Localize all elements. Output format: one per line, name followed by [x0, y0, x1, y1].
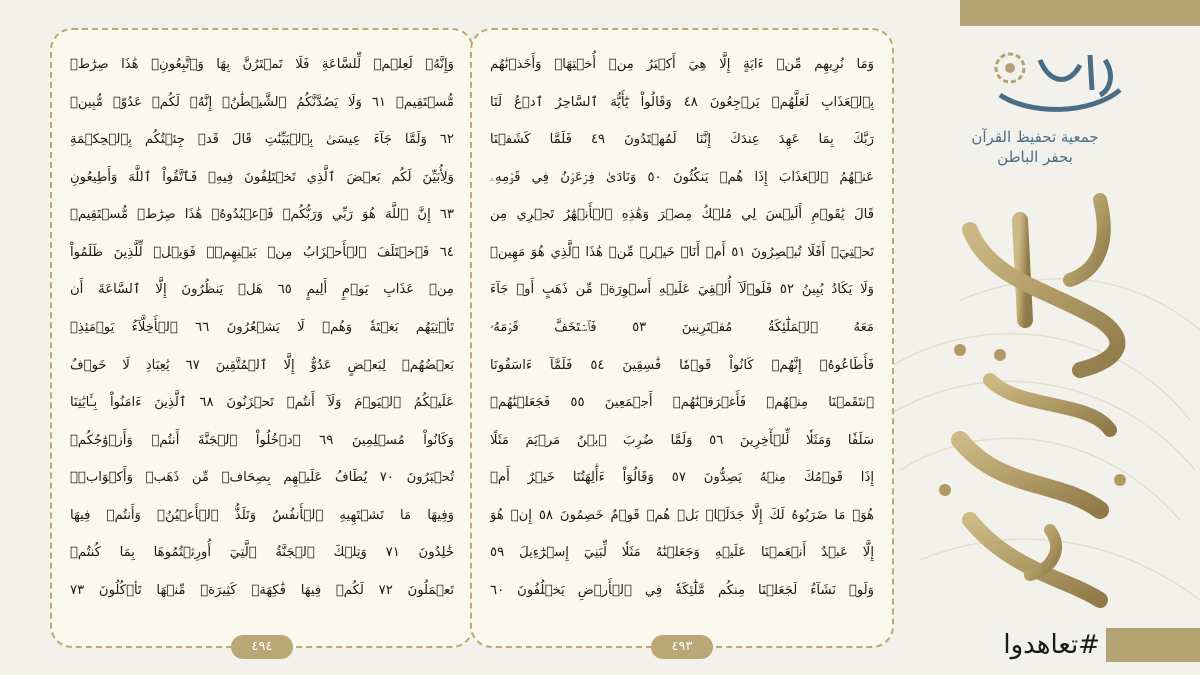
text-line: إِلَّا عَبۡدٌ أَنۡعَمۡنَا عَلَيۡهِ وَجَعَلۡنَٰهُ مَثَلٗا لِّبَنِيٓ إِسۡرَٰٓءِيلَ ٥٩ [490, 545, 874, 561]
text-line: فَأَطَاعُوهُۚ إِنَّهُمۡ كَانُواْ قَوۡمٗا فَٰسِقِينَ ٥٤ فَلَمَّآ ءَاسَفُونَا [490, 357, 874, 373]
campaign-calligraphy-title [900, 160, 1160, 620]
flower-emblem-icon [996, 54, 1024, 82]
text-line: وَلِأُبَيِّنَ لَكُم بَعۡضَ ٱلَّذِي تَخۡتَلِفُونَ فِيهِۖ فَٱتَّقُواْ ٱللَّهَ وَأَطِيعُونِ [70, 169, 454, 185]
text-line: تَأۡتِيَهُم بَغۡتَةٗ وَهُمۡ لَا يَشۡعُرُونَ ٦٦ ٱلۡأَخِلَّآءُ يَوۡمَئِذِۭ [70, 319, 454, 335]
text-line: وَكَانُواْ مُسۡلِمِينَ ٦٩ ٱدۡخُلُواْ ٱلۡجَنَّةَ أَنتُمۡ وَأَزۡوَٰجُكُمۡ [70, 432, 454, 448]
text-line: وَفِيهَا مَا تَشۡتَهِيهِ ٱلۡأَنفُسُ وَتَلَذُّ ٱلۡأَعۡيُنُۖ وَأَنتُمۡ فِيهَا [70, 507, 454, 523]
text-line: ٦٤ فَٱخۡتَلَفَ ٱلۡأَحۡزَابُ مِنۢ بَيۡنِهِمۡۖ فَوَيۡلٞ لِّلَّذِينَ ظَلَمُواْ [70, 244, 454, 260]
text-line: سَلَفٗا وَمَثَلٗا لِّلۡأٓخِرِينَ ٥٦ وَلَمَّا ضُرِبَ ٱبۡنُ مَرۡيَمَ مَثَلًا [490, 432, 874, 448]
text-line: مَعَهُ ٱلۡمَلَٰٓئِكَةُ مُقۡتَرِنِينَ ٥٣ فَٱسۡتَخَفَّ قَوۡمَهُۥ [490, 319, 874, 335]
page-number: ٤٩٤ [231, 635, 293, 659]
text-line: بَعۡضُهُمۡ لِبَعۡضٍ عَدُوٌّ إِلَّا ٱلۡمُتَّقِينَ ٦٧ يَٰعِبَادِ لَا خَوۡفٌ [70, 357, 454, 373]
page-text [70, 50, 454, 606]
association-city: بحفر الباطن [997, 148, 1073, 166]
campaign-hashtag: #تعاهدوا [1003, 630, 1100, 660]
text-line: وَإِنَّهُۥ لَعِلۡمٞ لِّلسَّاعَةِ فَلَا تَمۡتَرُنَّ بِهَا وَٱتَّبِعُونِۚ هَٰذَا صِرَٰطٞ [70, 57, 454, 72]
association-logo [980, 40, 1130, 120]
text-line: تَحۡتِيٓۚ أَفَلَا تُبۡصِرُونَ ٥١ أَمۡ أَنَا۠ خَيۡرٞ مِّنۡ هَٰذَا ٱلَّذِي هُوَ مَهِينٞ [490, 244, 874, 260]
text-line: تُحۡبَرُونَ ٧٠ يُطَافُ عَلَيۡهِم بِصِحَافٖ مِّن ذَهَبٖ وَأَكۡوَابٖۖ [70, 470, 454, 486]
text-line: رَبَّكَ بِمَا عَهِدَ عِندَكَ إِنَّنَا لَمُهۡتَدُونَ ٤٩ فَلَمَّا كَشَفۡنَا [490, 132, 874, 148]
text-line: وَلَا يَكَادُ يُبِينُ ٥٢ فَلَوۡلَآ أُلۡقِيَ عَلَيۡهِ أَسۡوِرَةٞ مِّن ذَهَبٍ أَوۡ جَآءَ [490, 282, 874, 298]
text-line: عَنۡهُمُ ٱلۡعَذَابَ إِذَا هُمۡ يَنكُثُونَ ٥٠ وَنَادَىٰ فِرۡعَوۡنُ فِي قَوۡمِهِۦ [490, 169, 874, 185]
text-line: بِٱلۡعَذَابِ لَعَلَّهُمۡ يَرۡجِعُونَ ٤٨ وَقَالُواْ يَٰٓأَيُّهَ ٱلسَّاحِرُ ٱدۡعُ لَنَا [490, 94, 874, 110]
text-line: مُّسۡتَقِيمٞ ٦١ وَلَا يَصُدَّنَّكُمُ ٱلشَّيۡطَٰنُۖ إِنَّهُۥ لَكُمۡ عَدُوّٞ مُّبِينٞ [70, 94, 454, 110]
text-line: هُوَۚ مَا ضَرَبُوهُ لَكَ إِلَّا جَدَلَۢاۚ بَلۡ هُمۡ قَوۡمٌ خَصِمُونَ ٥٨ إِنۡ هُوَ [490, 507, 874, 523]
text-line: ٦٢ وَلَمَّا جَآءَ عِيسَىٰ بِٱلۡبَيِّنَٰتِ قَالَ قَدۡ جِئۡتُكُم بِٱلۡحِكۡمَةِ [70, 132, 454, 148]
text-line: وَلَوۡ نَشَآءُ لَجَعَلۡنَا مِنكُم مَّلَٰٓئِكَةٗ فِي ٱلۡأَرۡضِ يَخۡلُفُونَ ٦٠ [490, 582, 874, 598]
page-number: ٤٩٣ [651, 635, 713, 659]
top-gold-band [960, 0, 1200, 26]
page-text [490, 50, 874, 606]
text-line: إِذَا قَوۡمُكَ مِنۡهُ يَصِدُّونَ ٥٧ وَقَالُوٓاْ ءَأَٰلِهَتُنَا خَيۡرٌ أَمۡ [490, 470, 874, 486]
text-line: تَعۡمَلُونَ ٧٢ لَكُمۡ فِيهَا فَٰكِهَةٞ كَثِيرَةٞ مِّنۡهَا تَأۡكُلُونَ ٧٣ [70, 582, 454, 598]
text-line: مِنۡ عَذَابِ يَوۡمٍ أَلِيمٍ ٦٥ هَلۡ يَنظُرُونَ إِلَّا ٱلسَّاعَةَ أَن [70, 282, 454, 298]
hashtag-gold-bar [1106, 628, 1200, 662]
text-line: عَلَيۡكُمُ ٱلۡيَوۡمَ وَلَآ أَنتُمۡ تَحۡزَنُونَ ٦٨ ٱلَّذِينَ ءَامَنُواْ بِـَٔايَٰتِنَا [70, 395, 454, 411]
mushaf-page-left [50, 28, 474, 654]
mushaf-page-right [470, 28, 894, 654]
text-line: وَمَا نُرِيهِم مِّنۡ ءَايَةٍ إِلَّا هِيَ أَكۡبَرُ مِنۡ أُخۡتِهَاۖ وَأَخَذۡنَٰهُم [490, 57, 874, 72]
text-line: قَالَ يَٰقَوۡمِ أَلَيۡسَ لِي مُلۡكُ مِصۡرَ وَهَٰذِهِ ٱلۡأَنۡهَٰرُ تَجۡرِي مِن [490, 207, 874, 223]
association-name: جمعية تحفيظ القرآن [971, 128, 1099, 146]
text-line: خَٰلِدُونَ ٧١ وَتِلۡكَ ٱلۡجَنَّةُ ٱلَّتِيٓ أُورِثۡتُمُوهَا بِمَا كُنتُمۡ [70, 545, 454, 561]
text-line: ٦٣ إِنَّ ٱللَّهَ هُوَ رَبِّي وَرَبُّكُمۡ فَٱعۡبُدُوهُۚ هَٰذَا صِرَٰطٞ مُّسۡتَقِيمٞ [70, 207, 454, 223]
text-line: ٱنتَقَمۡنَا مِنۡهُمۡ فَأَغۡرَقۡنَٰهُمۡ أَجۡمَعِينَ ٥٥ فَجَعَلۡنَٰهُمۡ [490, 395, 874, 411]
